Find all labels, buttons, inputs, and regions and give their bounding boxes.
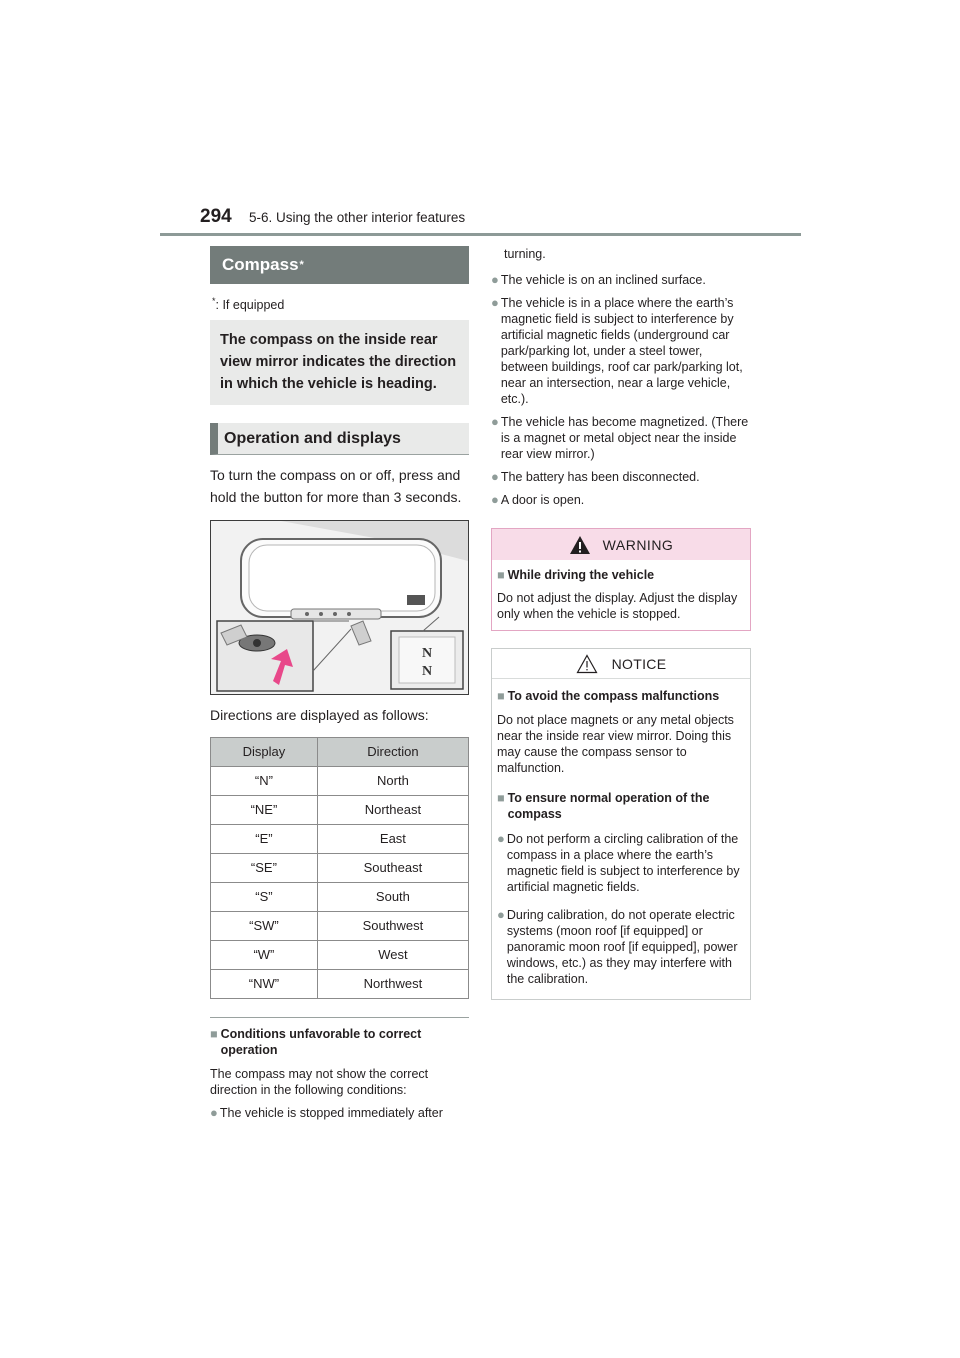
square-bullet-icon: ■	[210, 1026, 218, 1041]
display-cell: “E”	[211, 824, 318, 853]
warning-heading-text: While driving the vehicle	[507, 568, 655, 582]
footnote	[212, 296, 469, 312]
continuation-text: turning.	[504, 247, 546, 261]
operation-body: To turn the compass on or off, press and hold the button for more than 3 seconds.	[210, 467, 462, 505]
table-header-direction: Direction	[317, 737, 468, 766]
operation-subheading: Operation and displays	[210, 423, 469, 455]
conditions-rule	[210, 1017, 469, 1018]
bullet-dot-icon: ●	[491, 469, 499, 484]
display-cell: “W”	[211, 940, 318, 969]
bullet-dot-icon: ●	[491, 272, 499, 287]
bullet-dot-icon: ●	[491, 414, 499, 429]
warning-title: WARNING	[602, 536, 674, 553]
caution-triangle-icon	[576, 654, 598, 674]
warning-body	[492, 560, 750, 630]
list-item	[491, 492, 751, 508]
direction-cell: Northwest	[317, 969, 468, 998]
bullet-text: During calibration, do not operate electric systems (moon roof [if equipped] or panoramic moon roof [if equipped], power windows, etc.) as they may interfere with the calibration.	[506, 908, 738, 986]
display-cell: “N”	[211, 766, 318, 795]
list-item	[497, 831, 744, 895]
display-cell: “S”	[211, 882, 318, 911]
conditions-intro: The compass may not show the correct direction in the following conditions:	[210, 1066, 429, 1097]
list-item	[491, 295, 751, 407]
warning-box	[491, 528, 751, 631]
notice-text-1: Do not place magnets or any metal objects near the inside rear view mirror. Doing this may cause the compass sensor to malfunction.	[497, 713, 734, 775]
display-cell: “NE”	[211, 795, 318, 824]
right-column	[491, 246, 751, 1000]
bullet-text: A door is open.	[500, 493, 585, 507]
page-number: 294	[200, 206, 232, 227]
warning-heading	[497, 567, 744, 583]
footnote-text: : If equipped	[215, 298, 285, 313]
section-title: 5-6. Using the other interior features	[249, 210, 466, 225]
intro-box: The compass on the inside rear view mirror indicates the direction in which the vehicle is heading.	[210, 320, 469, 405]
conditions-heading-text: Conditions unfavorable to correct operation	[220, 1026, 422, 1057]
notice-heading-1	[497, 688, 744, 704]
direction-cell: North	[317, 766, 468, 795]
direction-cell: Southwest	[317, 911, 468, 940]
square-bullet-icon: ■	[497, 568, 505, 582]
list-item	[497, 907, 744, 987]
notice-heading-1-text: To avoid the compass malfunctions	[507, 689, 720, 703]
notice-heading-2-text: To ensure normal operation of the compass	[507, 791, 710, 821]
table-row	[211, 882, 469, 911]
table-header-display: Display	[211, 737, 318, 766]
bullet-dot-icon: ●	[491, 295, 499, 310]
compass-title-bar	[210, 246, 469, 284]
table-row	[211, 969, 469, 998]
table-row	[211, 911, 469, 940]
page-header	[200, 206, 800, 236]
table-row	[211, 766, 469, 795]
direction-cell: West	[317, 940, 468, 969]
display-cell: “NW”	[211, 969, 318, 998]
bullet-text: Do not perform a circling calibration of the compass in a place where the earth’s magnetic field is subject to interference by artificial magnetic fields.	[506, 832, 740, 894]
square-bullet-icon: ■	[497, 689, 505, 703]
square-bullet-icon: ■	[497, 791, 505, 805]
notice-box	[491, 648, 751, 1000]
notice-heading-2	[497, 790, 744, 822]
bullet-text: The vehicle is stopped immediately after	[219, 1105, 443, 1120]
figure-caption: Directions are displayed as follows:	[210, 707, 429, 724]
header-rule	[160, 233, 801, 236]
bullet-dot-icon: ●	[497, 831, 505, 846]
direction-table	[210, 737, 469, 999]
left-column	[210, 246, 469, 1121]
notice-header	[492, 649, 750, 679]
svg-text:N: N	[421, 646, 433, 662]
list-item	[491, 272, 751, 288]
warning-triangle-icon	[569, 535, 591, 555]
direction-cell: East	[317, 824, 468, 853]
bullet-text: The vehicle is in a place where the earth’s magnetic field is subject to interference by artificial magnetic fields (underground car park/parking lot, under a steel tower, between buildings, roof car park/parking lot, near an intersection, near a large vehicle, etc.).	[500, 296, 743, 406]
mirror-drawing	[211, 521, 468, 694]
bullet-dot-icon: ●	[210, 1104, 218, 1120]
list-item	[210, 1105, 469, 1121]
notice-body	[492, 679, 750, 999]
list-item	[491, 469, 751, 485]
compass-title: Compass	[222, 255, 299, 274]
warning-header	[492, 529, 750, 560]
table-row	[211, 824, 469, 853]
list-item	[491, 414, 751, 462]
title-mark: *	[299, 259, 304, 271]
direction-cell: Northeast	[317, 795, 468, 824]
conditions-heading	[210, 1026, 469, 1058]
bullet-text: The battery has been disconnected.	[500, 470, 700, 484]
display-cell: “SE”	[211, 853, 318, 882]
mirror-illustration	[210, 520, 469, 695]
table-row	[211, 853, 469, 882]
bullet-text: The vehicle is on an inclined surface.	[500, 273, 706, 287]
table-row	[211, 940, 469, 969]
display-cell: “SW”	[211, 911, 318, 940]
footnote-mark: *	[212, 296, 216, 306]
bullet-dot-icon: ●	[497, 907, 505, 922]
direction-cell: South	[317, 882, 468, 911]
table-row	[211, 795, 469, 824]
svg-text:N: N	[421, 664, 433, 680]
bullet-dot-icon: ●	[491, 492, 499, 507]
notice-title: NOTICE	[611, 655, 667, 672]
direction-cell: Southeast	[317, 853, 468, 882]
bullet-text: The vehicle has become magnetized. (There is a magnet or metal object near the inside rear view mirror.)	[500, 415, 749, 461]
warning-text: Do not adjust the display. Adjust the display only when the vehicle is stopped.	[497, 591, 738, 621]
